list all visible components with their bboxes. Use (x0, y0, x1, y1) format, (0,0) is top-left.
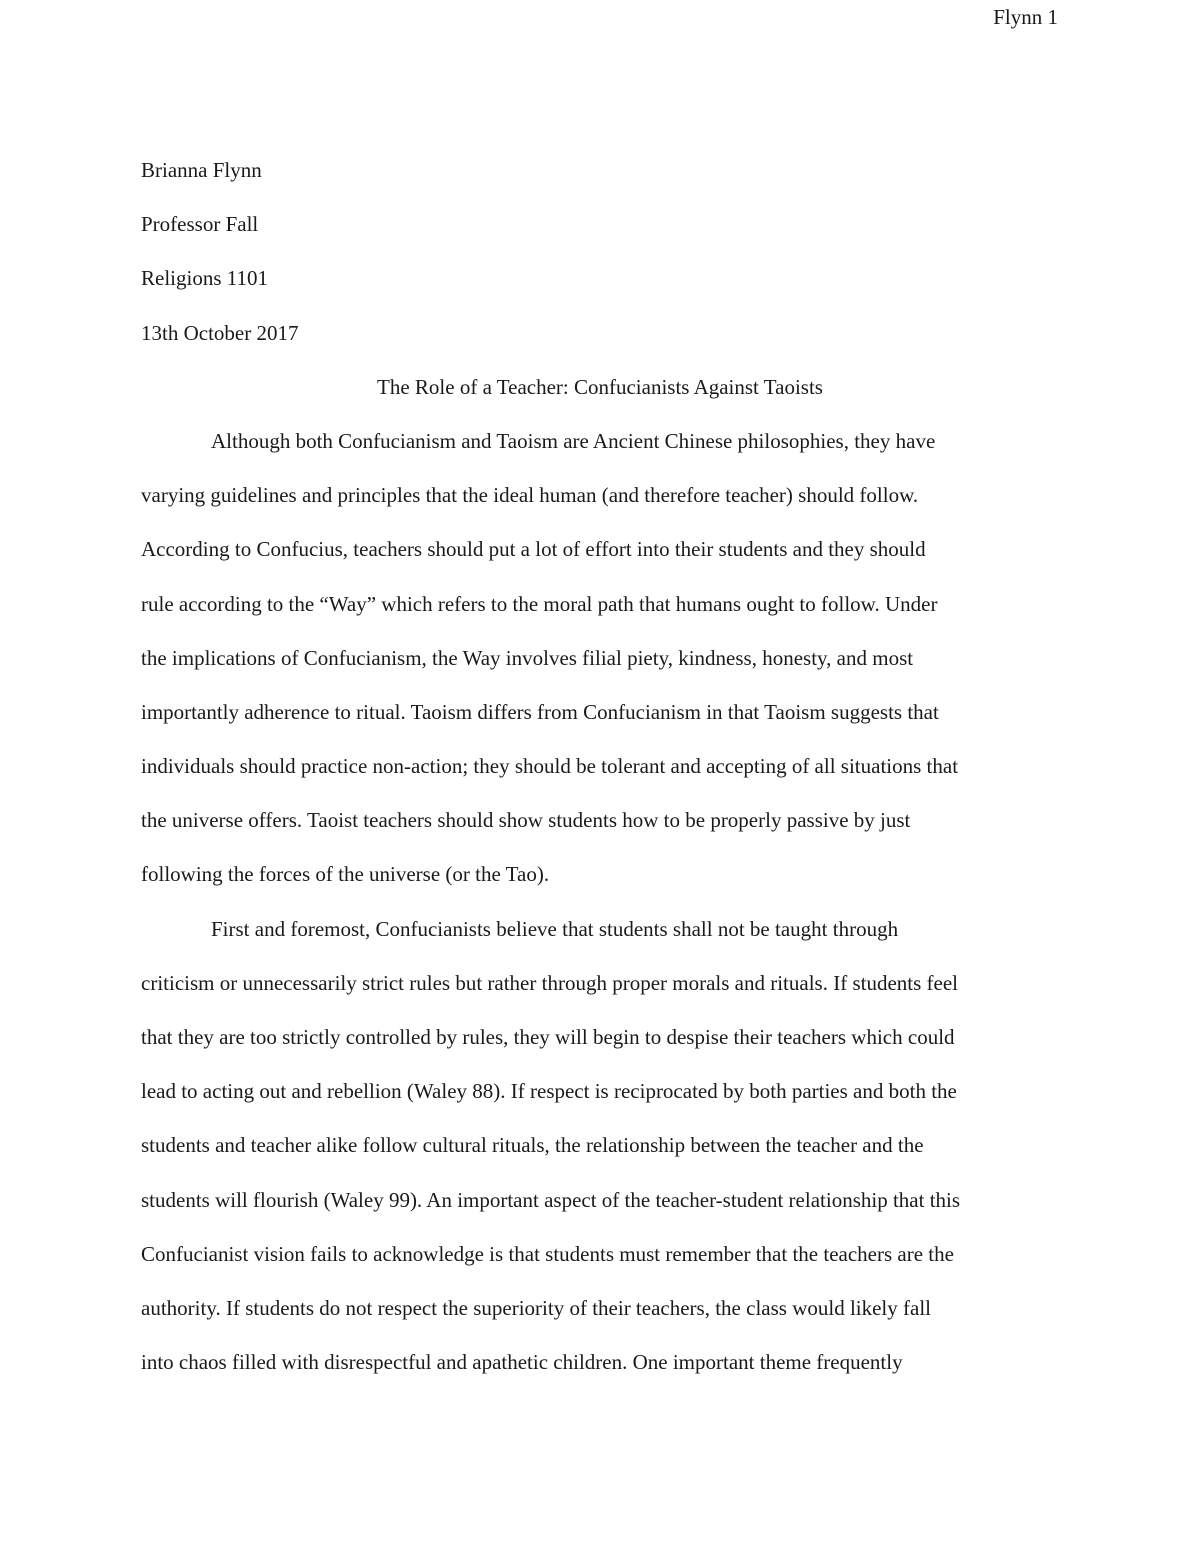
document-body (141, 143, 1061, 1389)
paragraph-1 (141, 414, 1061, 902)
paragraph-line: into chaos filled with disrespectful and apathetic children. One important theme frequently (141, 1350, 903, 1375)
paragraph-line: criticism or unnecessarily strict rules but rather through proper morals and rituals. If students feel (141, 970, 959, 995)
paragraph-line: the implications of Confucianism, the Way involves filial piety, kindness, honesty, and most (141, 645, 914, 670)
essay-title: The Role of a Teacher: Confucianists Against Taoists (377, 374, 823, 399)
paragraph-line: following the forces of the universe (or the Tao). (141, 862, 550, 887)
paragraph-line: Confucianist vision fails to acknowledge is that students must remember that the teachers are the (141, 1241, 954, 1266)
paragraph-line: that they are too strictly controlled by rules, they will begin to despise their teachers which could (141, 1025, 955, 1049)
paragraph-line: Although both Confucianism and Taoism are Ancient Chinese philosophies, they have (211, 428, 936, 453)
course-name: Religions 1101 (141, 266, 268, 291)
paragraph-line: authority. If students do not respect the superiority of their teachers, the class would likely fall (141, 1295, 932, 1320)
paragraph-line: According to Confucius, teachers should put a lot of effort into their students and they should (141, 537, 926, 562)
author-name: Brianna Flynn (141, 158, 262, 182)
paragraph-line: individuals should practice non-action; they should be tolerant and accepting of all situations that (141, 754, 959, 779)
document-date: 13th October 2017 (141, 320, 299, 345)
paragraph-line: lead to acting out and rebellion (Waley 88). If respect is reciprocated by both parties and both the (141, 1079, 957, 1104)
running-head: Flynn 1 (993, 5, 1058, 29)
paragraph-2 (141, 902, 1061, 1390)
paragraph-line: importantly adherence to ritual. Taoism differs from Confucianism in that Taoism suggests that (141, 699, 939, 724)
paragraph-line: the universe offers. Taoist teachers should show students how to be properly passive by just (141, 808, 911, 833)
paragraph-line: students will flourish (Waley 99). An important aspect of the teacher-student relationship that this (141, 1187, 961, 1212)
paragraph-line: rule according to the “Way” which refers to the moral path that humans ought to follow. Under (141, 591, 938, 616)
paragraph-line: First and foremost, Confucianists believe that students shall not be taught through (211, 916, 899, 941)
paragraph-line: students and teacher alike follow cultural rituals, the relationship between the teacher and the (141, 1133, 924, 1158)
professor-name: Professor Fall (141, 212, 259, 237)
paragraph-line: varying guidelines and principles that the ideal human (and therefore teacher) should follow. (141, 483, 919, 508)
